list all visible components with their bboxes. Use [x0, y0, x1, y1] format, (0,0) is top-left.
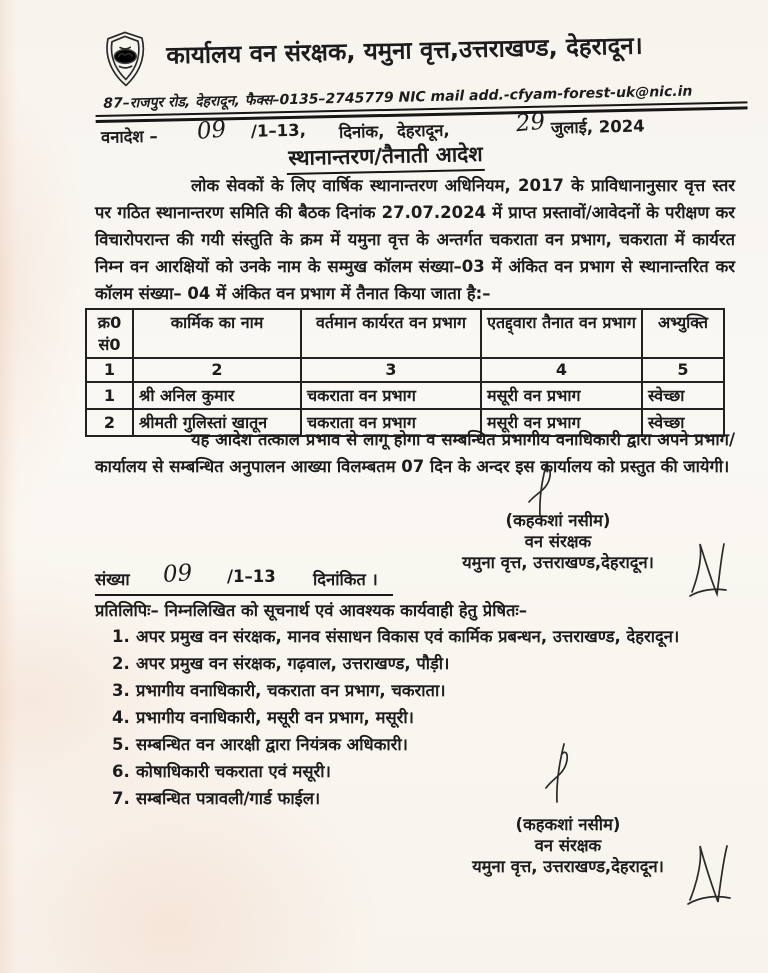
- header-posted-division: एतद्द्वारा तैनात वन प्रभाग: [481, 309, 642, 358]
- col-num-4: 4: [481, 358, 642, 382]
- item-text: कोषाधिकारी चकराता एवं मसूरी।: [136, 762, 331, 781]
- header-employee-name: कार्मिक का नाम: [133, 309, 301, 358]
- row2-name: श्रीमती गुलिस्तां खातून: [133, 409, 301, 436]
- document-title-text: स्थानान्तरण/तैनाती आदेश: [286, 140, 485, 175]
- order-number-handwritten: 09: [195, 116, 228, 145]
- number-label: संख्या: [95, 570, 130, 589]
- item-number: 2.: [112, 654, 130, 673]
- order-label: वनादेश –: [100, 126, 158, 147]
- signatory-designation: वन संरक्षक: [534, 836, 602, 855]
- col-num-3: 3: [301, 358, 481, 382]
- header-remarks: अभ्युक्ति: [642, 309, 724, 358]
- order-day-handwritten: 29: [514, 108, 547, 138]
- list-item: [112, 786, 727, 812]
- table-header-row: [86, 309, 724, 358]
- list-item: [112, 759, 727, 785]
- signature-scribble-icon: [688, 540, 728, 598]
- row1-serial: 1: [86, 382, 133, 409]
- table-row: [86, 382, 724, 409]
- signatory-designation: वन संरक्षक: [524, 532, 592, 551]
- signature-scribble-icon: [537, 742, 579, 804]
- header-current-division: वर्तमान कार्यरत वन प्रभाग: [301, 309, 481, 358]
- reference-serial: /1–13: [227, 567, 276, 586]
- list-item: [112, 624, 727, 650]
- col-num-2: 2: [133, 358, 301, 382]
- dated-label: दिनांकित ।: [313, 570, 378, 589]
- list-item: [112, 651, 727, 677]
- order-serial: /1–13,: [250, 120, 307, 141]
- col-num-1: 1: [86, 358, 133, 382]
- para1-pre: लोक सेवकों के लिए वार्षिक स्थानान्तरण अधिनियम, 2017 के प्राविधानानुसार वृत्त स्तर पर गठित स्थानान्तरण समिति की बैठक दिनांक 27.07.2024 में प्राप्त प्रस्तावों/आवेदनों के परीक्षण कर विचारोपरान्त की गयी संस्तुति के क्रम में यमुना वृत्त के अन्तर्गत चकराता वन प्रभाग, चकराता में कार्यरत निम्न: [95, 176, 735, 276]
- order-place: देहरादून,: [396, 120, 450, 141]
- item-text: प्रभागीय वनाधिकारी, चकराता वन प्रभाग, चकराता।: [136, 681, 446, 700]
- signatory-name: (कहकशां नसीम): [505, 511, 611, 530]
- row1-current-division: चकराता वन प्रभाग: [301, 382, 481, 409]
- item-number: 6.: [112, 762, 130, 781]
- item-text: सम्बन्धित पत्रावली/गार्ड फाईल।: [136, 789, 321, 808]
- item-text: सम्बन्धित वन आरक्षी द्वारा नियंत्रक अधिकारी।: [136, 735, 408, 754]
- signatory-office: यमुना वृत्त, उत्तराखण्ड,देहरादून।: [472, 857, 664, 876]
- col-num-5: 5: [642, 358, 724, 382]
- closing-paragraph: यह आदेश तत्काल प्रभाव से लागू होगा व सम्बन्धित प्रभागीय वनाधिकारी द्वारा अपने प्रभाग/कार्यालय से सम्बन्धित अनुपालन आख्या विलम्बतम 07 दिन के अन्दर इस कार्यालय को प्रस्तुत की जायेगी।: [95, 430, 735, 476]
- row1-name: श्री अनिल कुमार: [133, 382, 301, 409]
- list-item: [112, 732, 727, 758]
- reference-number-handwritten: 09: [162, 560, 194, 588]
- item-number: 4.: [112, 708, 130, 727]
- header-serial: क्र0 सं0: [86, 309, 133, 358]
- item-text: प्रभागीय वनाधिकारी, मसूरी वन प्रभाग, मसूरी।: [136, 708, 414, 727]
- row1-posted-division: मसूरी वन प्रभाग: [481, 382, 642, 409]
- list-item: [112, 705, 727, 731]
- signatory-office: यमुना वृत्त, उत्तराखण्ड,देहरादून।: [462, 553, 654, 572]
- item-number: 1.: [112, 627, 130, 646]
- office-title: कार्यालय वन संरक्षक, यमुना वृत्त,उत्तराखण्ड, देहरादून।: [166, 31, 644, 70]
- signatory-block: [418, 814, 718, 877]
- para1-bold-phrase: वन आरक्षियों: [130, 257, 209, 276]
- row1-remarks: स्वेच्छा: [642, 382, 724, 409]
- row2-current-division: चकराता वन प्रभाग: [301, 409, 481, 436]
- opening-paragraph: [95, 172, 735, 307]
- copies-list: [112, 624, 727, 813]
- signature-scribble-icon: [686, 842, 732, 908]
- list-item: [112, 678, 727, 704]
- row2-remarks: स्वेच्छा: [642, 409, 724, 436]
- signatory-block: [408, 510, 708, 573]
- transfer-table: [85, 308, 725, 437]
- order-date-label: दिनांक,: [338, 122, 385, 142]
- reference-number-line: [95, 560, 393, 596]
- row2-serial: 2: [86, 409, 133, 436]
- item-text: अपर प्रमुख वन संरक्षक, गढ़वाल, उत्तराखण्ड, पौड़ी।: [136, 654, 450, 673]
- copies-heading: प्रतिलिपिः– निम्नलिखित को सूचनार्थ एवं आवश्यक कार्यवाही हेतु प्रेषितः–: [95, 601, 527, 620]
- document-header: [0, 0, 768, 178]
- item-number: 7.: [112, 789, 130, 808]
- forest-department-emblem-icon: [98, 29, 153, 90]
- item-number: 3.: [112, 681, 130, 700]
- order-month-year: जुलाई, 2024: [550, 116, 645, 138]
- item-text: अपर प्रमुख वन संरक्षक, मानव संसाधन विकास एवं कार्मिक प्रबन्धन, उत्तराखण्ड, देहरादून।: [136, 627, 680, 646]
- row2-posted-division: मसूरी वन प्रभाग: [481, 409, 642, 436]
- office-address-line: 87–राजपुर रोड, देहरादून, फैक्स–0135–2745779 NIC mail add.-cfyam-forest-uk@nic.in: [103, 83, 693, 112]
- item-number: 5.: [112, 735, 130, 754]
- para1-post: को उनके नाम के सम्मुख कॉलम संख्या–03 में अंकित वन प्रभाग से स्थानान्तरित कर कॉलम संख्या– 04 में अंकित वन प्रभाग में तैनात किया जाता है:–: [95, 257, 735, 303]
- signatory-name: (कहकशां नसीम): [515, 815, 621, 834]
- table-column-number-row: [86, 358, 724, 382]
